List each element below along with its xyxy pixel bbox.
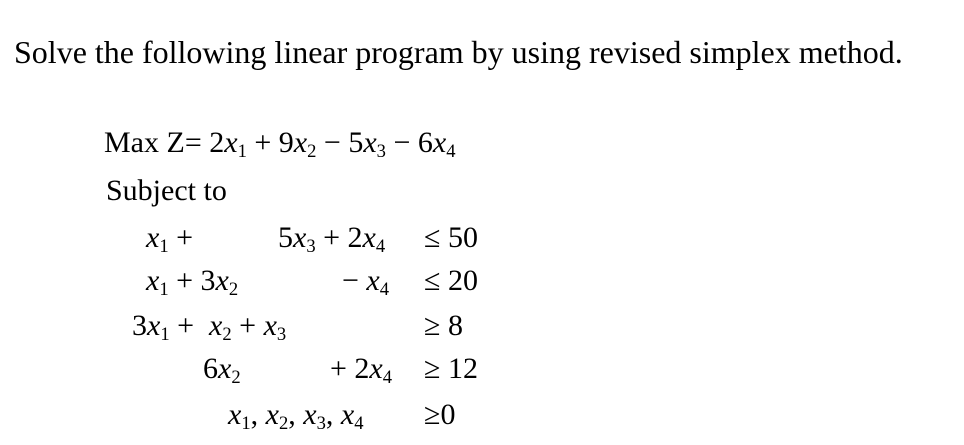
- constraint-term: $x_1 + 3x_2$: [146, 264, 239, 301]
- constraint-term: $x_1$ +: [146, 221, 194, 258]
- constraint-relation: ≥ 12: [424, 352, 478, 385]
- constraint-relation: ≥0: [424, 398, 456, 431]
- constraint-relation: ≤ 50: [424, 221, 478, 254]
- objective-function: Max $Z= 2x_1 + 9x_2 - 5x_3 - 6x_4$: [104, 126, 456, 163]
- objective-prefix: Max Z=: [104, 126, 202, 159]
- constraint-relation: ≤ 20: [424, 264, 478, 297]
- constraint-relation: ≥ 8: [424, 309, 463, 342]
- constraint-term: − $x_4$: [342, 264, 390, 301]
- constraint-term: + $2x_4$: [330, 352, 393, 389]
- problem-statement: Solve the following linear program by using revised simplex method.: [14, 34, 903, 70]
- constraint-term: $x_1$, $x_2$, $x_3$, $x_4$: [228, 398, 364, 435]
- constraint-term: $6x_2$: [203, 352, 241, 389]
- constraint-term: $3x_1 + x_2 + x_3$: [132, 309, 287, 346]
- subject-to-label: Subject to: [106, 174, 227, 207]
- constraint-term: $5x_3 + 2x_4$: [278, 221, 386, 258]
